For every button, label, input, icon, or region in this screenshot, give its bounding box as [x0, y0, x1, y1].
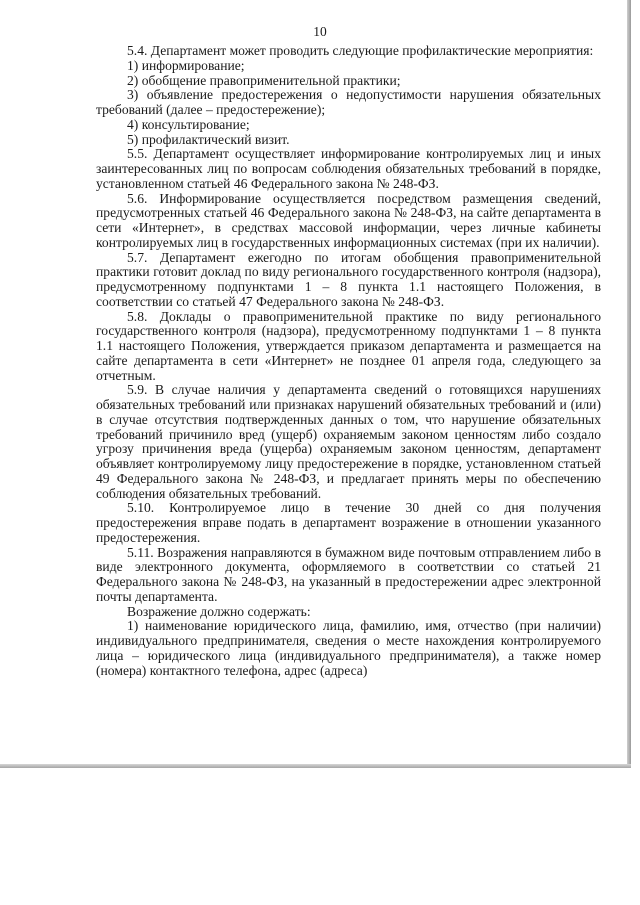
- clause-5-11: 5.11. Возражения направляются в бумажном виде почтовым отправлением либо в виде электронного документа, оформляемого в соответствии со статьей 21 Федерального закона № 248-ФЗ, на указанный в предостережении адрес электронной почты департамента.: [96, 544, 601, 604]
- list-item-preventive-visit: 5) профилактический визит.: [127, 131, 290, 147]
- objection-contents-heading: Возражение должно содержать:: [127, 603, 311, 619]
- page-edge-shadow-right: [627, 0, 631, 768]
- clause-5-5: 5.5. Департамент осуществляет информирование контролируемых лиц и иных заинтересованных лиц по вопросам соблюдения обязательных требований в порядке, установленном статьей 46 Федерального закона № 248-ФЗ.: [96, 146, 601, 191]
- clause-5-10: 5.10. Контролируемое лицо в течение 30 дней со дня получения предостережения вправе подать в департамент возражение в отношении указанного предостережения.: [96, 500, 601, 545]
- list-item-informing: 1) информирование;: [127, 57, 245, 73]
- objection-item-1: 1) наименование юридического лица, фамилию, имя, отчество (при наличии) индивидуального предпринимателя, сведения о месте нахождения контролируемого лица – юридического лица (индивидуального предпринимателя), а также номер (номера) контактного телефона, адрес (адреса): [96, 618, 601, 678]
- document-body: [96, 44, 601, 678]
- clause-5-7: 5.7. Департамент ежегодно по итогам обобщения правоприменительной практики готовит доклад по виду регионального государственного контроля (надзора), предусмотренному подпунктами 1 – 8 пункта 1.1 настоящего Положения, в соответствии со статьей 47 Федерального закона № 248-ФЗ.: [96, 249, 601, 309]
- clause-5-8: 5.8. Доклады о правоприменительной практике по виду регионального государственного контроля (надзора), предусмотренному подпунктами 1 – 8 пункта 1.1 настоящего Положения, утверждается приказом департамента и размещается на сайте департамента в сети «Интернет» не позднее 01 апреля года, следующего за отчетным.: [96, 308, 601, 383]
- page-number: 10: [313, 24, 327, 39]
- clause-5-6: 5.6. Информирование осуществляется посредством размещения сведений, предусмотренных статьей 46 Федерального закона № 248-ФЗ, на сайте департамента в сети «Интернет», в средствах массовой информации, через личные кабинеты контролируемых лиц в государственных информационных системах (при их наличии).: [96, 190, 601, 250]
- list-item-consulting: 4) консультирование;: [127, 116, 250, 132]
- clause-5-4: 5.4. Департамент может проводить следующие профилактические мероприятия:: [127, 43, 594, 58]
- page-edge-shadow-bottom: [0, 764, 631, 768]
- clause-5-9: 5.9. В случае наличия у департамента сведений о готовящихся нарушениях обязательных требований или признаках нарушений обязательных требований и (или) в случае отсутствия подтвержденных данных о том, что нарушение обязательных требований причинило вред (ущерб) охраняемым законом ценностям либо создало угрозу причинения вреда (ущерба) охраняемым законом ценностям, департамент объявляет контролируемому лицу предостережение в порядке, установленном статьей 49 Федерального закона № 248-ФЗ, и предлагает принять меры по обеспечению соблюдения обязательных требований.: [96, 382, 601, 501]
- list-item-generalization: 2) обобщение правоприменительной практики;: [127, 72, 401, 88]
- list-item-warning: 3) объявление предостережения о недопустимости нарушения обязательных требований (далее – предостережение);: [96, 87, 601, 117]
